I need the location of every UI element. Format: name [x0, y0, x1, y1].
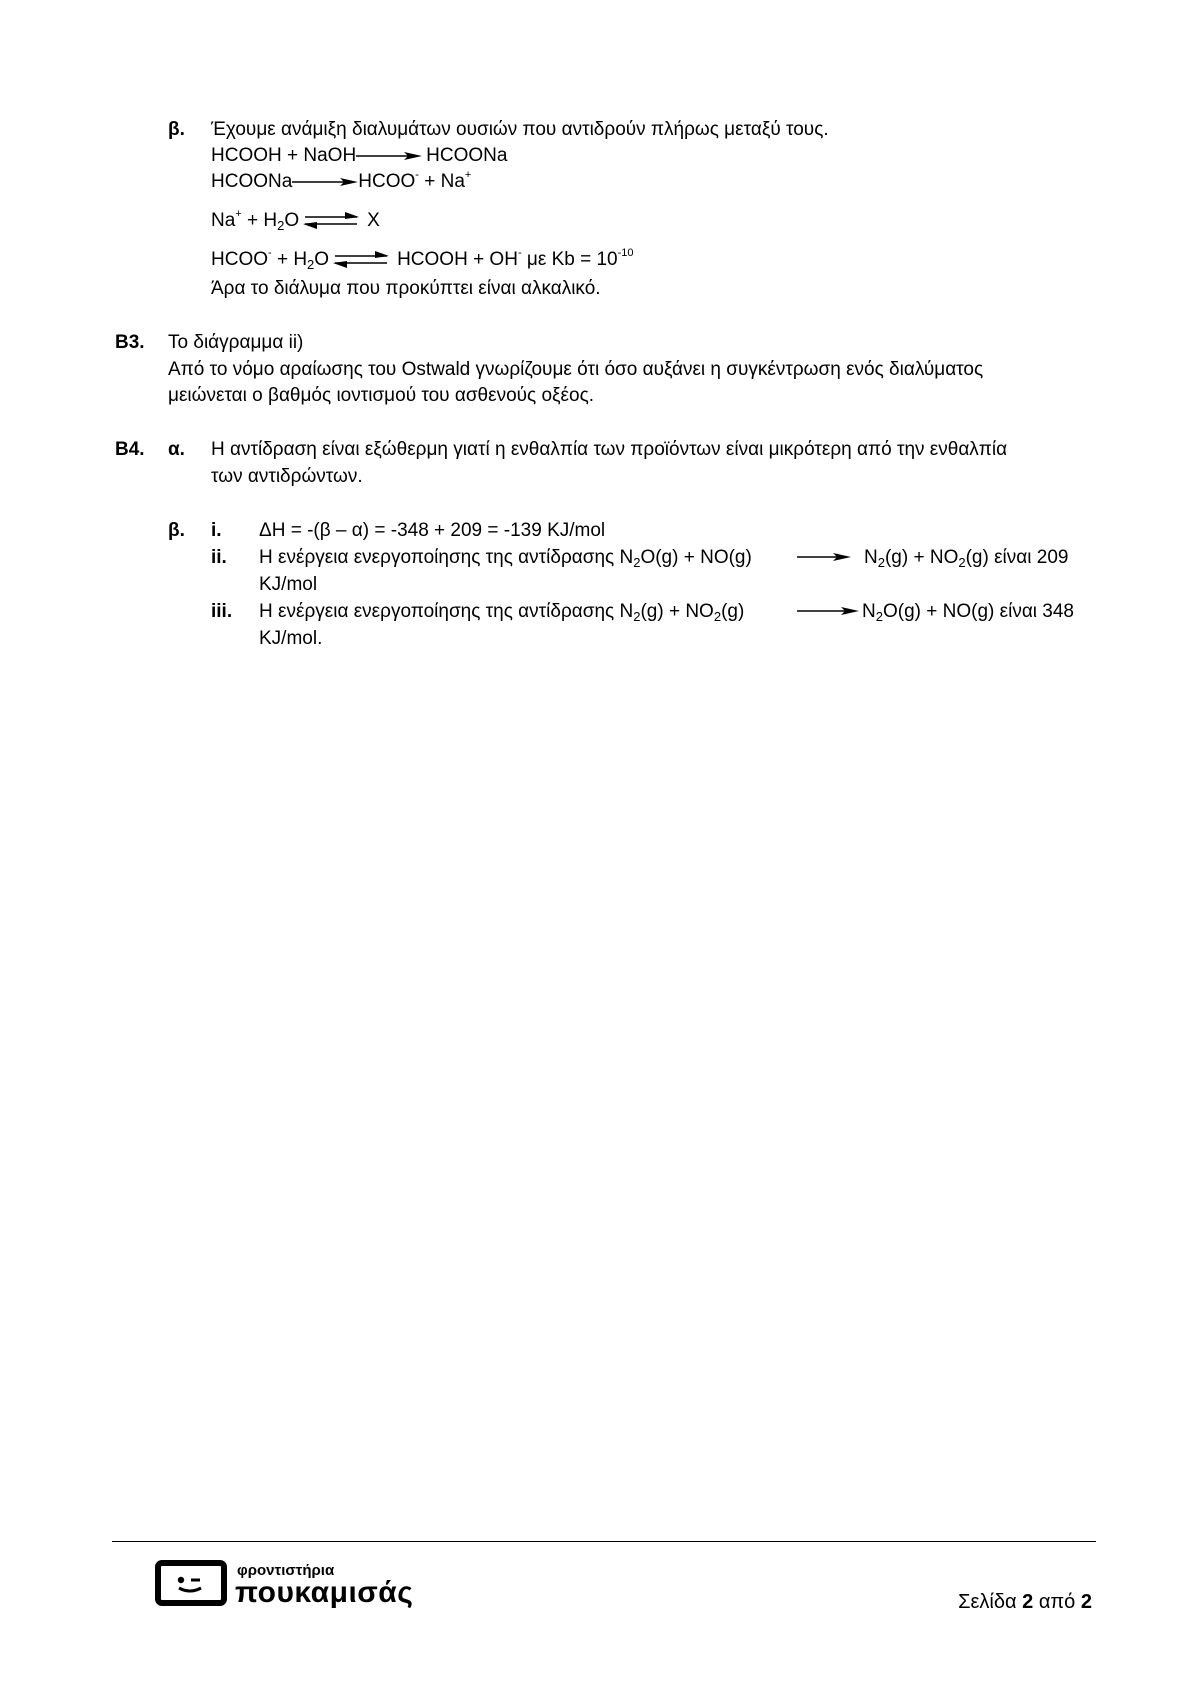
b4-iii-cont: KJ/mol.: [259, 628, 323, 649]
logo-subtitle: φροντιστήρια: [237, 1562, 335, 1579]
footer-divider: [112, 1541, 1096, 1542]
sub-label-ii: ii.: [211, 547, 227, 568]
reaction-arrow-icon: [797, 550, 851, 564]
eq1-right: HCOONa: [426, 145, 508, 166]
b3-line-1: Το διάγραμμα ii): [168, 332, 304, 353]
b3-line-3: μειώνεται ο βαθμός ιοντισμού του ασθενούς οξέος.: [168, 385, 595, 406]
eq4-left: HCOO- + $H_2O$: [211, 247, 330, 272]
eq4-right: HCOOH + OH- με $Kb = 10^{-10}$: [397, 247, 634, 270]
eq2-left: HCOONa: [211, 171, 293, 192]
equilibrium-arrow-icon: [331, 249, 391, 271]
equation-2: [211, 168, 471, 195]
reaction-arrow-icon: [292, 175, 358, 189]
b4-ii-cont: KJ/mol: [259, 574, 318, 595]
b4-a-line-2: των αντιδρώντων.: [211, 466, 363, 487]
sub-label-i: i.: [211, 520, 222, 541]
equilibrium-arrow-icon: [301, 210, 361, 232]
conclusion-text: Άρα το διάλυμα που προκύπτει είναι αλκαλικό.: [211, 278, 601, 299]
section-label-b3: Β3.: [115, 332, 145, 353]
b4-ii-products: $N_2(g) + NO_2(g)$ είναι 209: [864, 547, 1069, 570]
b3-line-2: Από το νόμο αραίωσης του Ostwald γνωρίζουμε ότι όσο αυξάνει η συγκέντρωση ενός διαλύματος: [168, 359, 984, 380]
item-label-beta: β.: [168, 119, 185, 140]
equation-1: [211, 142, 507, 169]
equation-3: [211, 207, 380, 234]
eq3-left: $Na^+ + H_2O$: [211, 208, 300, 233]
sub-label-iii: iii.: [211, 601, 233, 622]
section-label-b4: Β4.: [115, 439, 145, 460]
equation-4: [211, 246, 634, 273]
b4-i-text: ΔΗ = -(β – α) = -348 + 209 = -139 KJ/mol: [259, 520, 606, 541]
b4-iii-products: $N_2O(g) + NO(g)$ είναι 348: [862, 601, 1074, 624]
reaction-arrow-icon: [356, 149, 422, 163]
logo-title: πουκαμισάς: [235, 1576, 414, 1609]
b4-a-line-1: Η αντίδραση είναι εξώθερμη γιατί η ενθαλπία των προϊόντων είναι μικρότερη από την ενθαλπία: [211, 439, 1008, 460]
reaction-arrow-icon: [797, 604, 859, 618]
brand-logo-icon: [155, 1560, 227, 1606]
b4-ii-text: Η ενέργεια ενεργοποίησης της αντίδρασης $N_2O(g) + NO(g)$: [259, 547, 752, 570]
eq3-right: X: [367, 210, 380, 231]
eq2-right: HCOO- + Na+: [358, 169, 472, 192]
page-number: Σελίδα 2 από 2: [958, 1591, 1092, 1613]
eq1-left: HCOOH + NaOH: [211, 145, 357, 166]
intro-text: Έχουμε ανάμιξη διαλυμάτων ουσιών που αντιδρούν πλήρως μεταξύ τους.: [211, 119, 829, 140]
item-label-alpha: α.: [168, 439, 185, 460]
item-label-beta-b4: β.: [168, 520, 185, 541]
b4-iii-text: Η ενέργεια ενεργοποίησης της αντίδρασης $N_2(g) + NO_2(g)$: [259, 601, 745, 624]
